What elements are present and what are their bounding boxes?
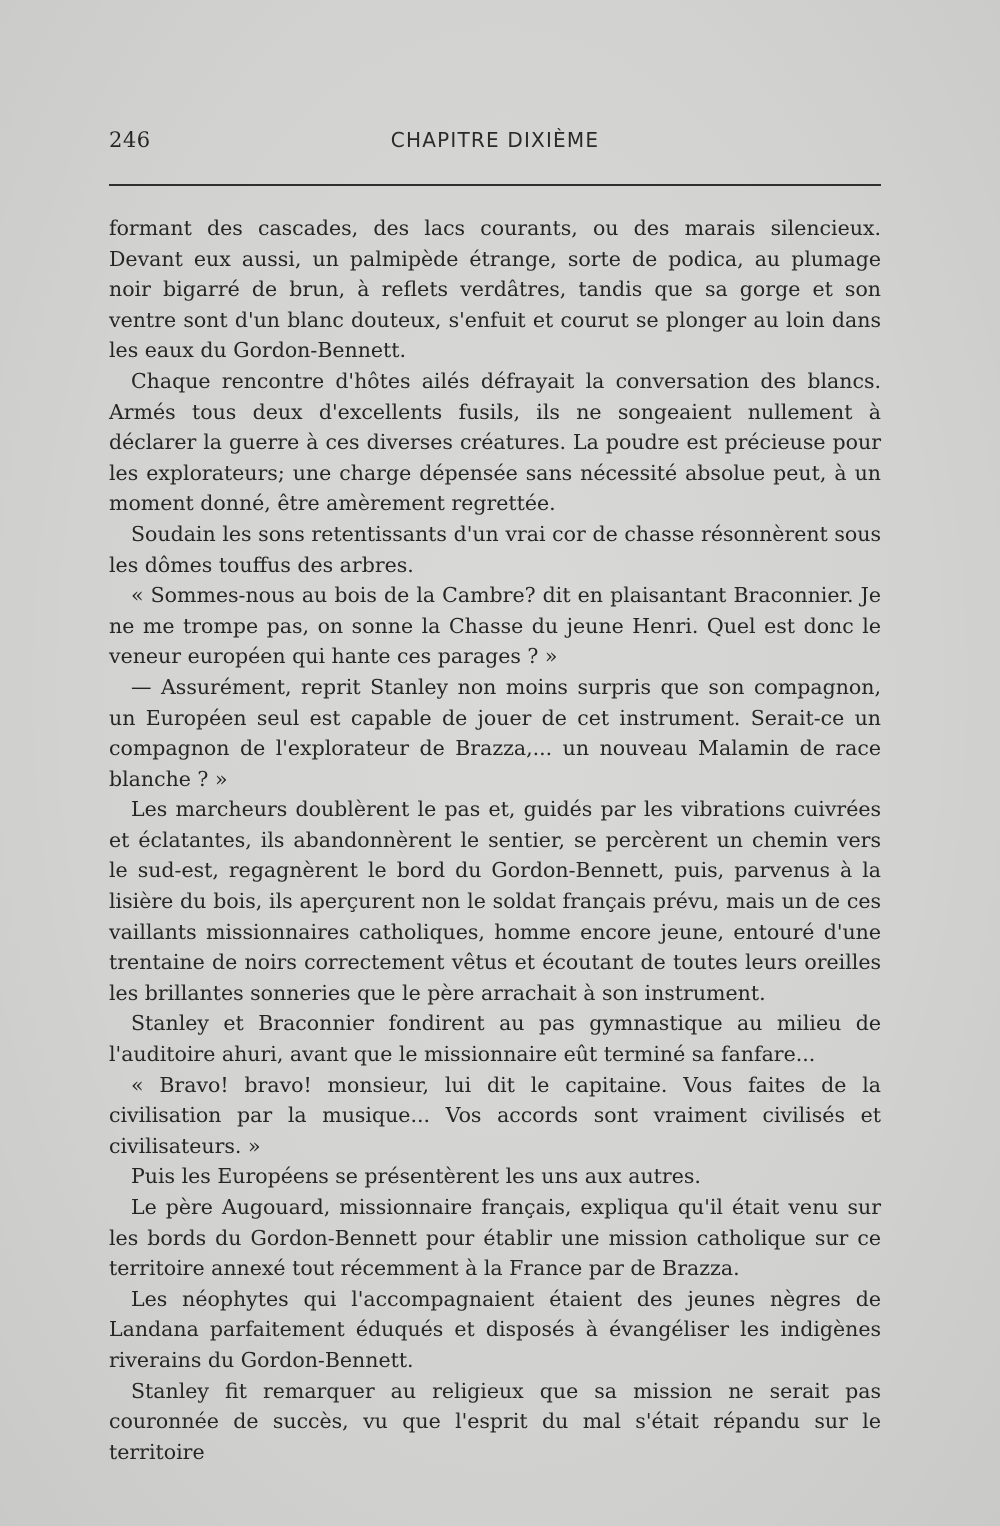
page-number: 246 [109,128,151,152]
paragraph: Chaque rencontre d'hôtes ailés défrayait la conversation des blancs. Armés tous deux d'excellents fusils, ils ne songeaient nullement à déclarer la guerre à ces diverses créatures. La poudre est précieuse pour les explorateurs; une charge dépensée sans nécessité absolue peut, à un moment donné, être amèrement regrettée. [109,368,881,516]
paragraph: Les marcheurs doublèrent le pas et, guidés par les vibrations cuivrées et éclatantes, ils abandonnèrent le sentier, se percèrent un chemin vers le sud-est, regagnèrent le bord du Gordon-Bennett, puis, parvenus à la lisière du bois, ils aperçurent non le soldat français prévu, mais un de ces vaillants missionnaires catholiques, homme encore jeune, entouré d'une trentaine de noirs correctement vêtus et écoutant de toutes leurs oreilles les brillantes sonneries que le père arrachait à son instrument. [109,797,881,1005]
running-title: CHAPITRE DIXIÈME [390,128,600,152]
paragraph: formant des cascades, des lacs courants, ou des marais silencieux. Devant eux aussi, un palmipède étrange, sorte de podica, au plumage noir bigarré de brun, à reflets verdâtres, tandis que sa gorge et son ventre sont d'un blanc douteux, s'enfuit et courut se plonger au loin dans les eaux du Gordon-Bennett. [109,216,881,363]
paragraph: « Sommes-nous au bois de la Cambre? dit en plaisantant Braconnier. Je ne me trompe pas, on sonne la Chasse du jeune Henri. Quel est donc le veneur européen qui hante ces parages ? » [109,583,881,669]
paragraph: Stanley fit remarquer au religieux que sa mission ne serait pas couronnée de succès, vu que l'esprit du mal s'était répandu sur le territoire [109,1378,881,1464]
page-header [109,128,881,158]
body-text [109,213,881,1467]
header-rule [109,184,881,186]
paragraph: Les néophytes qui l'accompagnaient étaient des jeunes nègres de Landana parfaitement éduqués et disposés à évangéliser les indigènes riverains du Gordon-Bennett. [109,1286,881,1372]
paragraph: Le père Augouard, missionnaire français, expliqua qu'il était venu sur les bords du Gordon-Bennett pour établir une mission catholique sur ce territoire annexé tout récemment à la France par de Brazza. [109,1195,881,1281]
paragraph: Stanley et Braconnier fondirent au pas gymnastique au milieu de l'auditoire ahuri, avant que le missionnaire eût terminé sa fanfare... [109,1011,881,1067]
paragraph: « Bravo! bravo! monsieur, lui dit le capitaine. Vous faites de la civilisation par la musique... Vos accords sont vraiment civilisés et civilisateurs. » [109,1072,881,1158]
paragraph: Soudain les sons retentissants d'un vrai cor de chasse résonnèrent sous les dômes touffus des arbres. [109,521,881,577]
paragraph: — Assurément, reprit Stanley non moins surpris que son compagnon, un Européen seul est capable de jouer de cet instrument. Serait-ce un compagnon de l'explorateur de Brazza,... un nouveau Malamin de race blanche ? » [109,674,881,791]
paragraph: Puis les Européens se présentèrent les uns aux autres. [131,1164,701,1189]
